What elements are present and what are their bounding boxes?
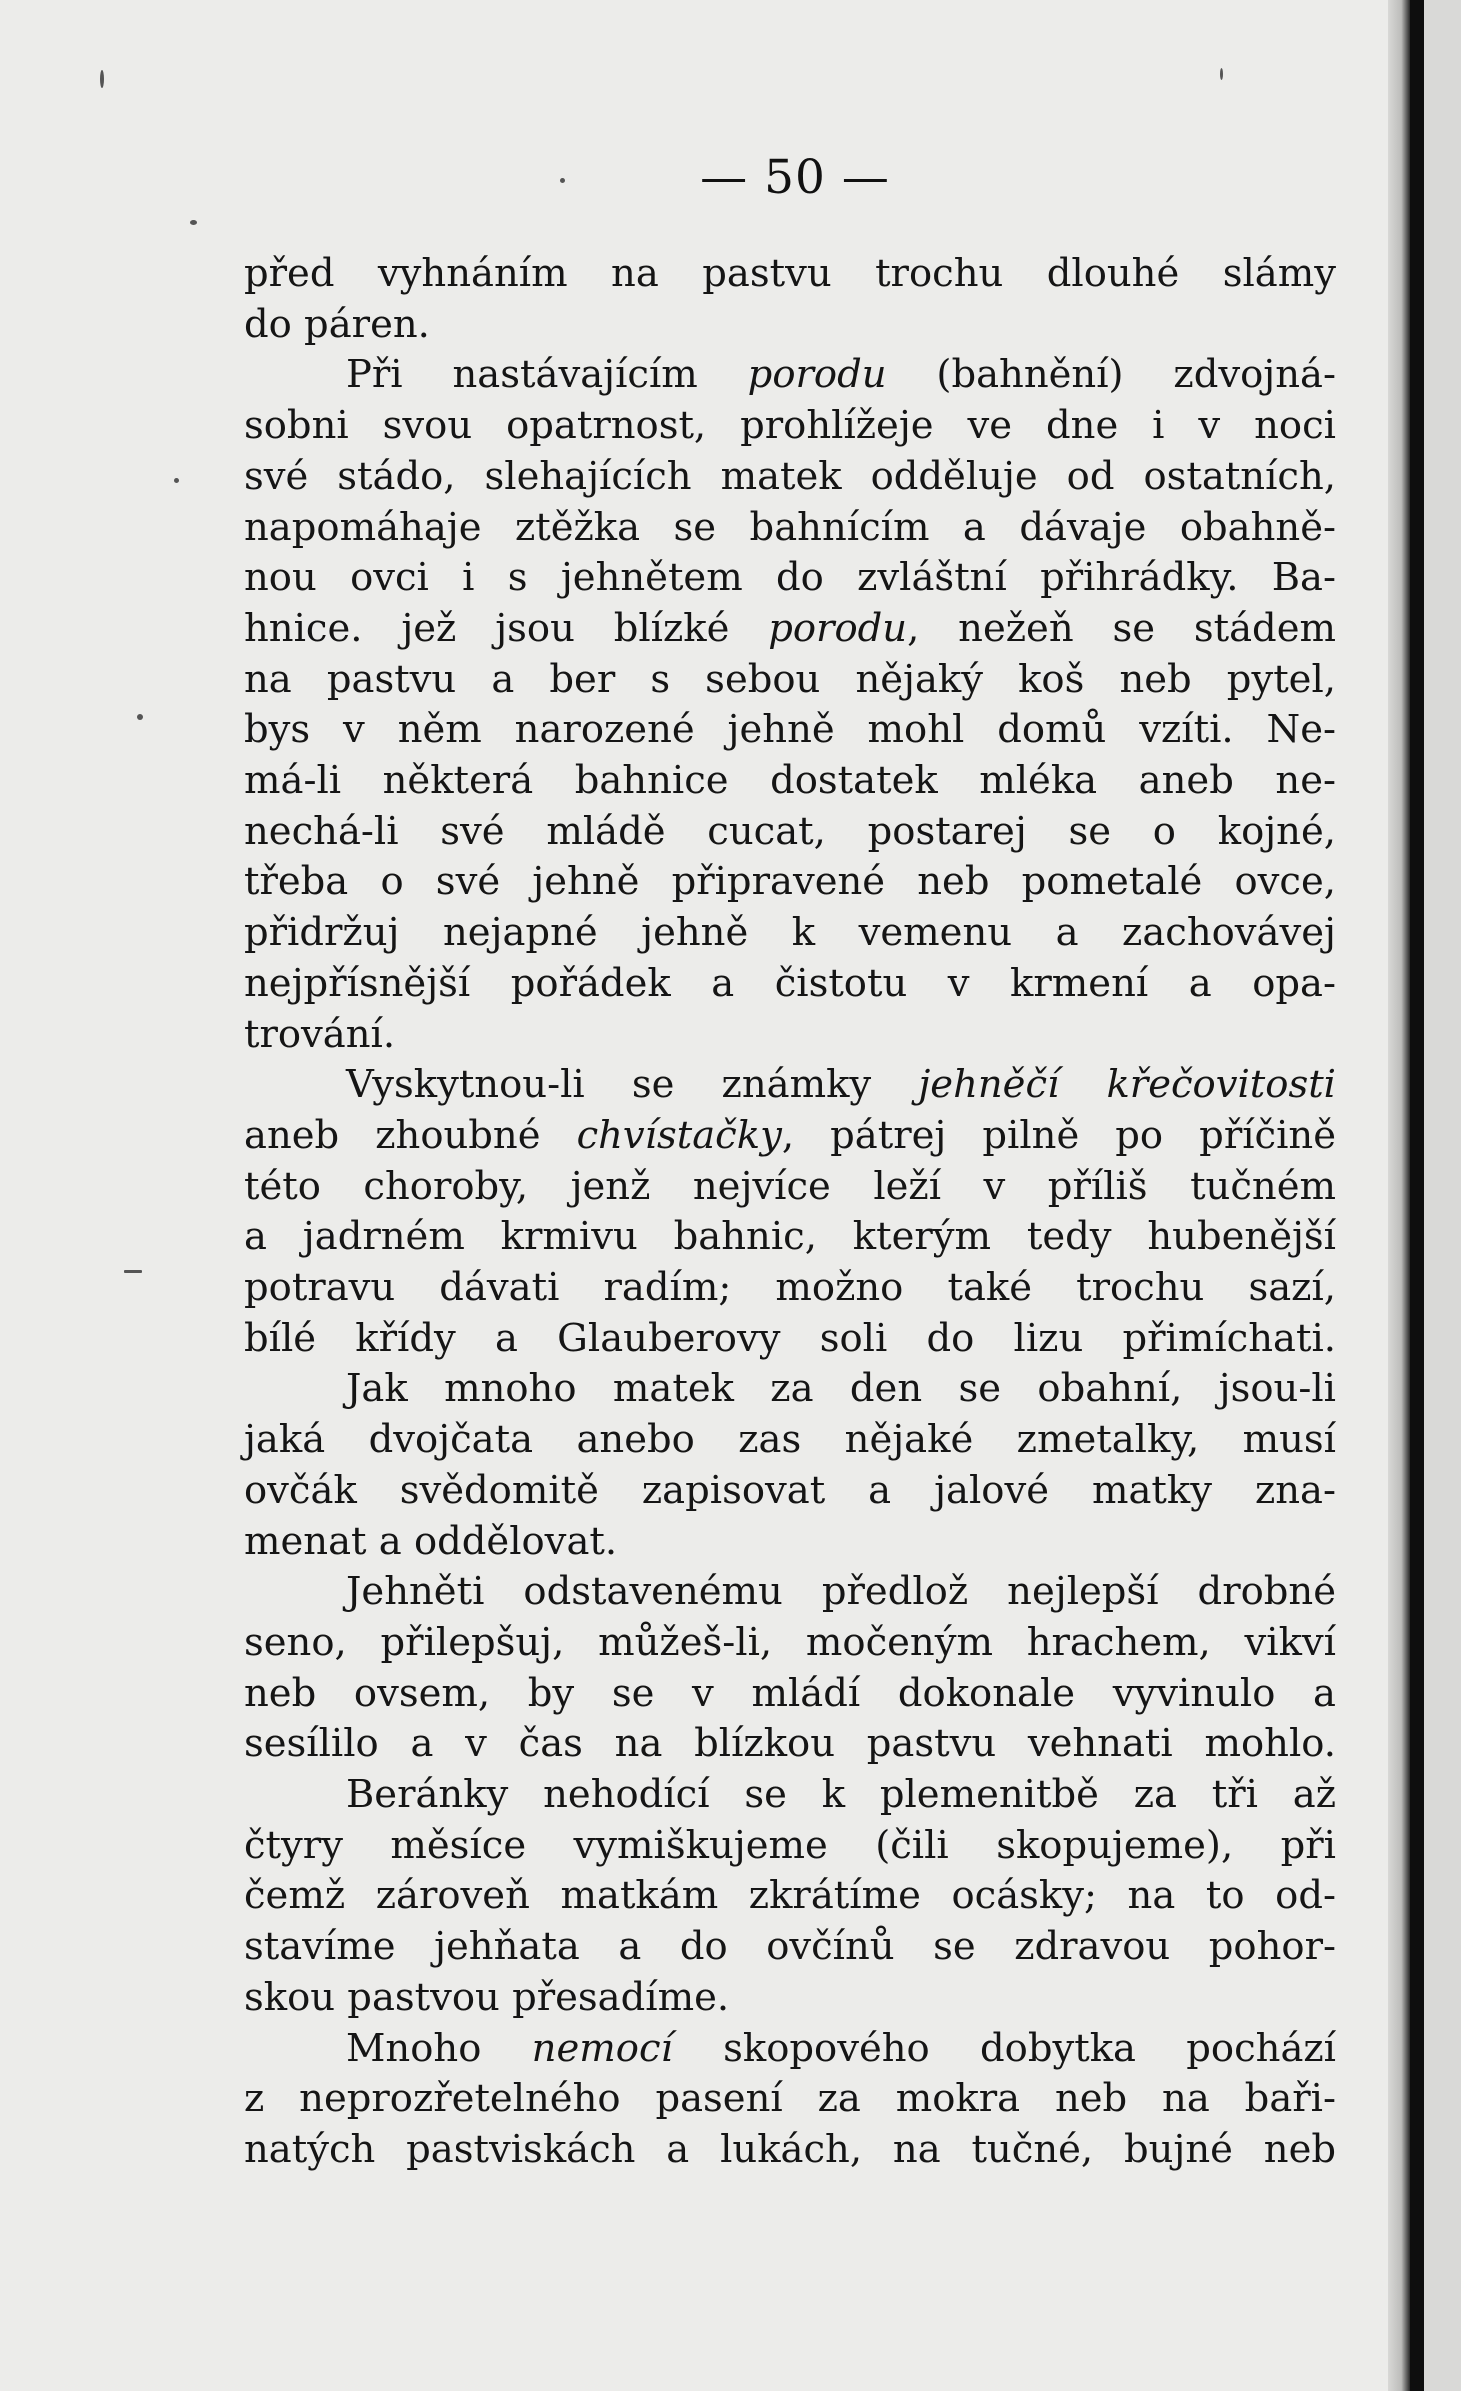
text-line: Mnoho nemocí skopového dobytka pochází bbox=[346, 2025, 1337, 2071]
text-line: bílé křídy a Glauberovy soli do lizu přimíchati. bbox=[244, 1315, 1336, 1361]
text-line: má-li některá bahnice dostatek mléka aneb ne- bbox=[244, 758, 1336, 803]
paper-speck bbox=[100, 70, 104, 88]
text-line: sobni svou opatrnost, prohlížeje ve dne i v noci bbox=[244, 403, 1336, 449]
text-line: Jehněti odstavenému předlož nejlepší drobné bbox=[346, 1569, 1336, 1615]
text-line: a jadrném krmivu bahnic, kterým tedy hubenější bbox=[244, 1214, 1336, 1260]
text-line: na pastvu a ber s sebou nějaký koš neb pytel, bbox=[244, 656, 1336, 702]
paper-speck bbox=[190, 220, 197, 225]
text-line: hnice. jež jsou blízké porodu, nežeň se stádem bbox=[244, 605, 1336, 651]
text-line: bys v něm narozené jehně mohl domů vzíti. Ne- bbox=[244, 707, 1336, 753]
italic-term: porodu bbox=[747, 352, 887, 398]
text-line: před vyhnáním na pastvu trochu dlouhé slámy bbox=[244, 251, 1336, 296]
text-line: Při nastávajícím porodu (bahnění) zdvojná- bbox=[346, 352, 1336, 398]
text-line: jaká dvojčata anebo zas nějaké zmetalky, musí bbox=[244, 1417, 1336, 1463]
text-line: Beránky nehodící se k plemenitbě za tři až bbox=[346, 1772, 1336, 1817]
paper-speck bbox=[137, 714, 143, 720]
text-line: třeba o své jehně připravené neb pometalé ovce, bbox=[244, 859, 1336, 905]
paper-speck bbox=[1220, 68, 1223, 80]
italic-term: chvístačky bbox=[576, 1112, 782, 1158]
text-line: potravu dávati radím; možno také trochu sazí, bbox=[244, 1265, 1336, 1310]
italic-term: nemocí bbox=[531, 2025, 673, 2071]
text-line: menat a oddělovat. bbox=[244, 1518, 618, 1564]
text-line: své stádo, slehajících matek odděluje od ostatních, bbox=[244, 453, 1336, 499]
text-line: seno, přilepšuj, můžeš-li, močeným hrachem, vikví bbox=[244, 1619, 1336, 1665]
text-line: této choroby, jenž nejvíce leží v příliš tučném bbox=[244, 1163, 1336, 1209]
text-line: čemž zároveň matkám zkrátíme ocásky; na to od- bbox=[244, 1873, 1336, 1919]
text-line: trování. bbox=[244, 1011, 396, 1057]
paper-speck bbox=[560, 178, 565, 183]
text-line: přidržuj nejapné jehně k vemenu a zachovávej bbox=[244, 910, 1336, 956]
text-line: skou pastvou přesadíme. bbox=[244, 1974, 730, 2020]
text-line: ovčák svědomitě zapisovat a jalové matky zna- bbox=[244, 1467, 1336, 1513]
text-line: Jak mnoho matek za den se obahní, jsou-li bbox=[346, 1366, 1336, 1412]
paper-speck bbox=[174, 478, 179, 483]
text-line: z neprozřetelného pasení za mokra neb na baři- bbox=[244, 2076, 1336, 2122]
italic-term: jehněčí křečovitosti bbox=[918, 1062, 1336, 1108]
text-line: napomáhaje ztěžka se bahnícím a dávaje obahně- bbox=[244, 504, 1336, 550]
text-line: aneb zhoubné chvístačky, pátrej pilně po příčině bbox=[244, 1112, 1336, 1158]
text-line: Vyskytnou-li se známky jehněčí křečovitosti bbox=[346, 1062, 1336, 1108]
text-line: nou ovci i s jehnětem do zvláštní přihrádky. Ba- bbox=[244, 555, 1336, 601]
page-number: — 50 — bbox=[700, 150, 890, 205]
paper-speck bbox=[124, 1270, 142, 1273]
text-line: sesílilo a v čas na blízkou pastvu vehnati mohlo. bbox=[244, 1721, 1336, 1767]
text-line: nejpřísnější pořádek a čistotu v krmení a opa- bbox=[244, 960, 1336, 1006]
text-line: do páren. bbox=[244, 301, 430, 347]
text-line: čtyry měsíce vymiškujeme (čili skopujeme), při bbox=[244, 1822, 1336, 1868]
page-fold-shadow bbox=[1388, 0, 1410, 2391]
text-line: natých pastviskách a lukách, na tučné, bujné neb bbox=[244, 2126, 1336, 2172]
text-line: nechá-li své mládě cucat, postarej se o kojné, bbox=[244, 808, 1336, 854]
text-line: stavíme jehňata a do ovčínů se zdravou pohor- bbox=[244, 1924, 1336, 1970]
text-line: neb ovsem, by se v mládí dokonale vyvinulo a bbox=[244, 1670, 1336, 1716]
italic-term: porodu bbox=[768, 605, 908, 651]
next-page-edge bbox=[1424, 0, 1461, 2391]
